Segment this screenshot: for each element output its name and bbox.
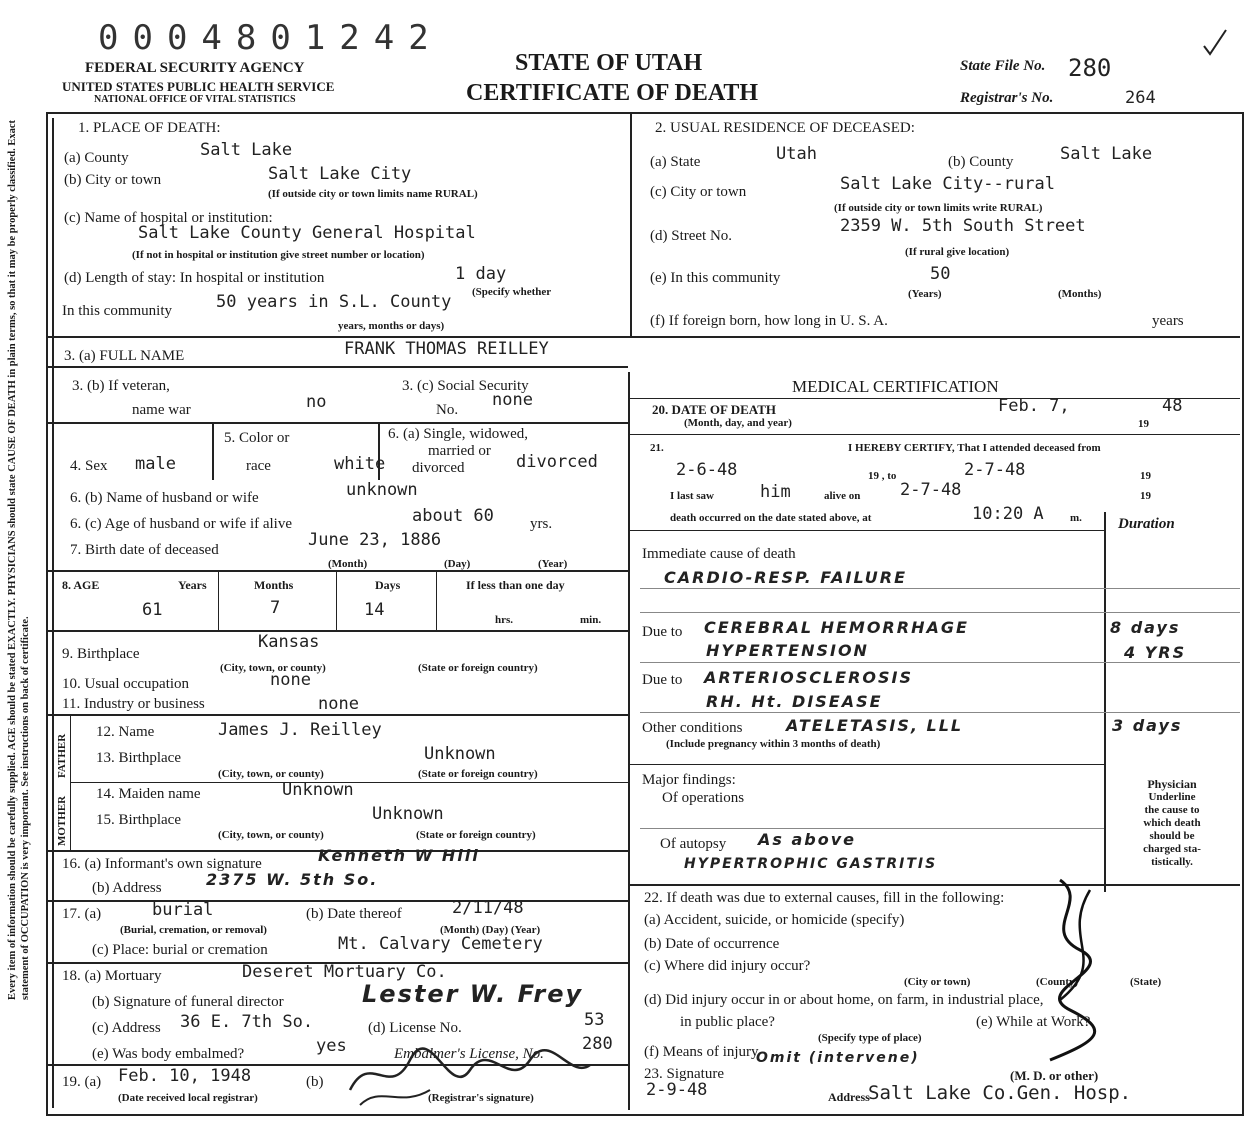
- agency-line-2: UNITED STATES PUBLIC HEALTH SERVICE: [62, 79, 335, 94]
- mother-label: MOTHER: [56, 795, 68, 846]
- informant-address-label: (b) Address: [92, 880, 162, 896]
- other-conditions-label: Other conditions: [642, 720, 743, 736]
- spouse-age: about 60: [412, 506, 494, 526]
- informant-address: 2375 W. 5th So.: [206, 870, 379, 889]
- race-label: race: [246, 458, 271, 474]
- color-label: 5. Color or: [224, 430, 290, 446]
- agency-line-3: NATIONAL OFFICE OF VITAL STATISTICS: [94, 94, 296, 105]
- mother-maiden-label: 14. Maiden name: [96, 786, 201, 802]
- death-community-label: In this community: [62, 303, 172, 319]
- duration-header: Duration: [1118, 516, 1175, 532]
- attended-to-19: 19: [1140, 470, 1151, 482]
- external-f-value: Omit (intervene): [756, 1050, 920, 1066]
- death-city: Salt Lake City: [268, 164, 412, 184]
- certificate-number: 0004801242: [98, 18, 443, 58]
- marital-label-1: 6. (a) Single, widowed,: [388, 426, 528, 442]
- received-label: 19. (a): [62, 1074, 102, 1090]
- mother-maiden: Unknown: [282, 780, 354, 800]
- hospital-label: (c) Name of hospital or institution:: [64, 210, 273, 226]
- birthplace-note-state: (State or foreign country): [418, 662, 538, 674]
- external-d-spec: (Specify type of place): [818, 1032, 922, 1044]
- spouse-age-yrs: yrs.: [530, 516, 553, 532]
- stay-value: 1 day: [455, 264, 507, 284]
- autopsy-2: HYPERTROPHIC GASTRITIS: [684, 856, 938, 872]
- date-of-death-sub: (Month, day, and year): [684, 417, 792, 429]
- physician-address: Salt Lake Co.Gen. Hosp.: [868, 1082, 1132, 1104]
- external-d2: in public place?: [680, 1014, 775, 1030]
- embalmer-number: 280: [582, 1034, 613, 1054]
- immediate-cause: CARDIO-RESP. FAILURE: [664, 568, 908, 587]
- attended-to: 2-7-48: [964, 460, 1026, 480]
- director-signature: Lester W. Frey: [362, 980, 584, 1008]
- residence-heading: 2. USUAL RESIDENCE OF DECEASED:: [655, 120, 915, 136]
- death-city-note: (If outside city or town limits name RURAL): [268, 188, 478, 200]
- signature-label: 23. Signature: [644, 1066, 724, 1082]
- res-foreign-label: (f) If foreign born, how long in U. S. A.: [650, 313, 888, 329]
- due-to-1a-duration: 8 days: [1110, 618, 1181, 637]
- res-street-note: (If rural give location): [905, 246, 1010, 258]
- license: 53: [584, 1010, 605, 1030]
- director-label: (b) Signature of funeral director: [92, 994, 284, 1010]
- registrar-sig-note: (Registrar's signature): [428, 1092, 534, 1104]
- mortuary-label: 18. (a) Mortuary: [62, 968, 162, 984]
- date-of-death-label: 20. DATE OF DEATH: [652, 402, 776, 417]
- check-mark-icon: [1200, 28, 1230, 58]
- res-street: 2359 W. 5th South Street: [840, 216, 1086, 236]
- alive-on-label: alive on: [824, 490, 861, 502]
- state-file-number: 280: [1068, 54, 1112, 82]
- physician-note-line: which death: [1143, 817, 1201, 829]
- burial-date: 2/11/48: [452, 898, 524, 918]
- industry: none: [318, 694, 359, 714]
- age-hrs: hrs.: [495, 614, 514, 626]
- age-label: 8. AGE: [62, 578, 100, 592]
- physician-note-line: should be: [1149, 830, 1195, 842]
- ssn-sub: No.: [436, 402, 459, 418]
- res-community: 50: [930, 264, 951, 284]
- date-of-death-19: 19: [1138, 418, 1149, 430]
- external-f: (f) Means of injury: [644, 1044, 759, 1060]
- burial-date-label: (b) Date thereof: [306, 906, 402, 922]
- received-date: Feb. 10, 1948: [118, 1066, 252, 1086]
- external-heading: 22. If death was due to external causes, fill in the following:: [644, 890, 1005, 906]
- external-c-county: (County): [1036, 976, 1079, 988]
- due-to-1b-duration: 4 YRS: [1124, 643, 1187, 662]
- ssn-value: none: [492, 390, 533, 410]
- sex-value: male: [135, 454, 176, 474]
- birthplace-note-city: (City, town, or county): [220, 662, 326, 674]
- registrar-signature-scribble: [340, 1030, 600, 1110]
- attended-from: 2-6-48: [676, 460, 738, 480]
- mortuary: Deseret Mortuary Co.: [242, 962, 447, 982]
- mortuary-address-label: (c) Address: [92, 1020, 161, 1036]
- external-e: (e) While at Work?: [976, 1014, 1091, 1030]
- hospital-name: Salt Lake County General Hospital: [138, 223, 476, 243]
- other-conditions-duration: 3 days: [1112, 716, 1183, 735]
- registrar-sig-label: (b): [306, 1074, 324, 1090]
- sex-label: 4. Sex: [70, 458, 108, 474]
- due-to-2-label: Due to: [642, 672, 683, 688]
- mother-note-city: (City, town, or county): [218, 829, 324, 841]
- embalmer-label: Embalmer's License, No.: [394, 1046, 544, 1062]
- external-c-city: (City or town): [904, 976, 971, 988]
- spouse-label: 6. (b) Name of husband or wife: [70, 490, 259, 506]
- birthplace: Kansas: [258, 632, 320, 652]
- physician-note-line: charged sta-: [1143, 843, 1201, 855]
- burial-type-label: 17. (a): [62, 906, 102, 922]
- license-label: (d) License No.: [368, 1020, 462, 1036]
- other-conditions-note: (Include pregnancy within 3 months of death): [666, 738, 881, 750]
- father-name: James J. Reilley: [218, 720, 382, 740]
- side-instructions: Every item of information should be carefully supplied. AGE should be stated EXACTLY. PHYSICIANS should state CAUSE OF DEATH in plain terms, so that it may be properly classified. Exact statement of OCCUPATION is very important. See instructions on back of certificate.: [7, 119, 31, 1000]
- birth-date-label: 7. Birth date of deceased: [70, 542, 219, 558]
- spouse-age-label: 6. (c) Age of husband or wife if alive: [70, 516, 293, 532]
- agency-line-1: FEDERAL SECURITY AGENCY: [85, 60, 305, 76]
- mortuary-address: 36 E. 7th So.: [180, 1012, 314, 1032]
- signature-date: 2-9-48: [646, 1080, 708, 1100]
- place-of-death-heading: 1. PLACE OF DEATH:: [78, 120, 221, 136]
- embalmed: yes: [316, 1036, 347, 1056]
- alive-on-date: 2-7-48: [900, 480, 962, 500]
- death-city-label: (b) City or town: [64, 172, 162, 188]
- specify-note: (Specify whether: [472, 286, 552, 298]
- burial-place-label: (c) Place: burial or cremation: [92, 942, 268, 958]
- burial-type: burial: [152, 900, 214, 920]
- external-c: (c) Where did injury occur?: [644, 958, 811, 974]
- ssn-label: 3. (c) Social Security: [402, 378, 529, 394]
- industry-label: 11. Industry or business: [62, 696, 205, 712]
- res-county: Salt Lake: [1060, 144, 1153, 164]
- father-note-city: (City, town, or county): [218, 768, 324, 780]
- res-state-label: (a) State: [650, 154, 701, 170]
- res-years-label: (Years): [908, 288, 942, 300]
- other-conditions: ATELETASIS, LLL: [786, 716, 964, 735]
- age-min: min.: [580, 614, 602, 626]
- marital-value: divorced: [516, 452, 598, 472]
- full-name-label: 3. (a) FULL NAME: [64, 348, 185, 364]
- res-street-label: (d) Street No.: [650, 228, 733, 244]
- state-title: STATE OF UTAH: [515, 50, 703, 76]
- external-c-state: (State): [1130, 976, 1162, 988]
- informant-signature: Kenneth W Hill: [318, 846, 480, 865]
- burial-date-note: (Month) (Day) (Year): [440, 924, 541, 936]
- external-b: (b) Date of occurrence: [644, 936, 780, 952]
- res-county-label: (b) County: [948, 154, 1014, 170]
- attended-to-prefix: 19 , to: [868, 470, 897, 482]
- age-days-header: Days: [375, 578, 401, 592]
- signature-note: (M. D. or other): [1010, 1068, 1099, 1083]
- certify-number: 21.: [650, 442, 664, 454]
- veteran-label: 3. (b) If veteran,: [72, 378, 170, 394]
- mother-note-state: (State or foreign country): [416, 829, 536, 841]
- age-months: 7: [270, 598, 281, 618]
- due-to-2a: ARTERIOSCLEROSIS: [704, 668, 914, 687]
- registrar-label: Registrar's No.: [960, 90, 1054, 106]
- medical-heading: MEDICAL CERTIFICATION: [792, 377, 999, 396]
- certificate-title: CERTIFICATE OF DEATH: [466, 80, 759, 106]
- occupation-label: 10. Usual occupation: [62, 676, 190, 692]
- birth-day-note: (Day): [444, 558, 471, 570]
- age-less-day-header: If less than one day: [466, 578, 565, 592]
- occurred-label: death occurred on the date stated above, at: [670, 512, 872, 524]
- due-to-1a: CEREBRAL HEMORRHAGE: [704, 618, 969, 637]
- physician-note: [1108, 778, 1236, 869]
- physician-note-line: the cause to: [1144, 804, 1200, 816]
- due-to-1-label: Due to: [642, 624, 683, 640]
- age-days: 14: [364, 600, 385, 620]
- physician-note-line: tistically.: [1151, 856, 1193, 868]
- due-to-2b: RH. Ht. DISEASE: [706, 692, 883, 711]
- res-community-label: (e) In this community: [650, 270, 781, 286]
- last-saw: him: [760, 482, 791, 502]
- birth-month-note: (Month): [328, 558, 368, 570]
- father-label: FATHER: [56, 733, 68, 778]
- death-community-note: years, months or days): [338, 320, 445, 332]
- autopsy-1: As above: [758, 830, 856, 849]
- res-months-label: (Months): [1058, 288, 1102, 300]
- full-name: FRANK THOMAS REILLEY: [344, 339, 549, 359]
- burial-place: Mt. Calvary Cemetery: [338, 934, 543, 954]
- age-years-header: Years: [178, 578, 207, 592]
- physician-note-line: Underline: [1148, 791, 1196, 803]
- death-time-suffix: m.: [1070, 512, 1082, 524]
- marital-label-2: married or: [428, 443, 491, 459]
- physician-address-label: Address: [828, 1090, 870, 1104]
- date-of-death-year: 48: [1162, 396, 1183, 416]
- physician-note-title: Physician: [1147, 777, 1197, 791]
- received-note: (Date received local registrar): [118, 1092, 258, 1104]
- father-note-state: (State or foreign country): [418, 768, 538, 780]
- autopsy-label: Of autopsy: [660, 836, 727, 852]
- informant-sig-label: 16. (a) Informant's own signature: [62, 856, 262, 872]
- age-years: 61: [142, 600, 163, 620]
- alive-on-19: 19: [1140, 490, 1151, 502]
- father-name-label: 12. Name: [96, 724, 155, 740]
- res-foreign-years: years: [1152, 313, 1184, 329]
- major-findings-label: Major findings:: [642, 772, 736, 788]
- res-city: Salt Lake City--rural: [840, 174, 1055, 194]
- veteran-value: no: [306, 392, 327, 412]
- race-value: white: [334, 454, 386, 474]
- state-file-label: State File No.: [960, 58, 1046, 74]
- death-county: Salt Lake: [200, 140, 293, 160]
- birthplace-label: 9. Birthplace: [62, 646, 140, 662]
- embalmed-label: (e) Was body embalmed?: [92, 1046, 245, 1062]
- immediate-cause-label: Immediate cause of death: [642, 546, 796, 562]
- mother-birthplace: Unknown: [372, 804, 444, 824]
- father-birthplace: Unknown: [424, 744, 496, 764]
- spouse-value: unknown: [346, 480, 418, 500]
- death-time: 10:20 A: [972, 504, 1044, 524]
- age-months-header: Months: [254, 578, 294, 592]
- father-birthplace-label: 13. Birthplace: [96, 750, 181, 766]
- death-community: 50 years in S.L. County: [216, 292, 452, 312]
- res-city-note: (If outside city or town limits write RURAL): [834, 202, 1043, 214]
- birth-date: June 23, 1886: [308, 530, 442, 550]
- physician-signature-scribble: [1000, 870, 1130, 1070]
- certify-text: I HEREBY CERTIFY, That I attended deceased from: [848, 442, 1101, 454]
- operations-label: Of operations: [662, 790, 745, 806]
- marital-label-3: divorced: [412, 460, 465, 476]
- external-a: (a) Accident, suicide, or homicide (specify): [644, 912, 905, 928]
- date-of-death: Feb. 7,: [998, 396, 1070, 416]
- registrar-number: 264: [1125, 88, 1156, 108]
- birth-year-note: (Year): [538, 558, 568, 570]
- due-to-1b: HYPERTENSION: [706, 641, 869, 660]
- mother-birthplace-label: 15. Birthplace: [96, 812, 181, 828]
- last-saw-label: I last saw: [670, 490, 715, 502]
- res-city-label: (c) City or town: [650, 184, 747, 200]
- death-county-label: (a) County: [64, 150, 129, 166]
- hospital-note: (If not in hospital or institution give street number or location): [132, 249, 425, 261]
- veteran-sub: name war: [132, 402, 191, 418]
- stay-label: (d) Length of stay: In hospital or institution: [64, 270, 325, 286]
- external-d1: (d) Did injury occur in or about home, on farm, in industrial place,: [644, 992, 1044, 1008]
- res-state: Utah: [776, 144, 817, 164]
- burial-type-note: (Burial, cremation, or removal): [120, 924, 267, 936]
- occupation: none: [270, 670, 311, 690]
